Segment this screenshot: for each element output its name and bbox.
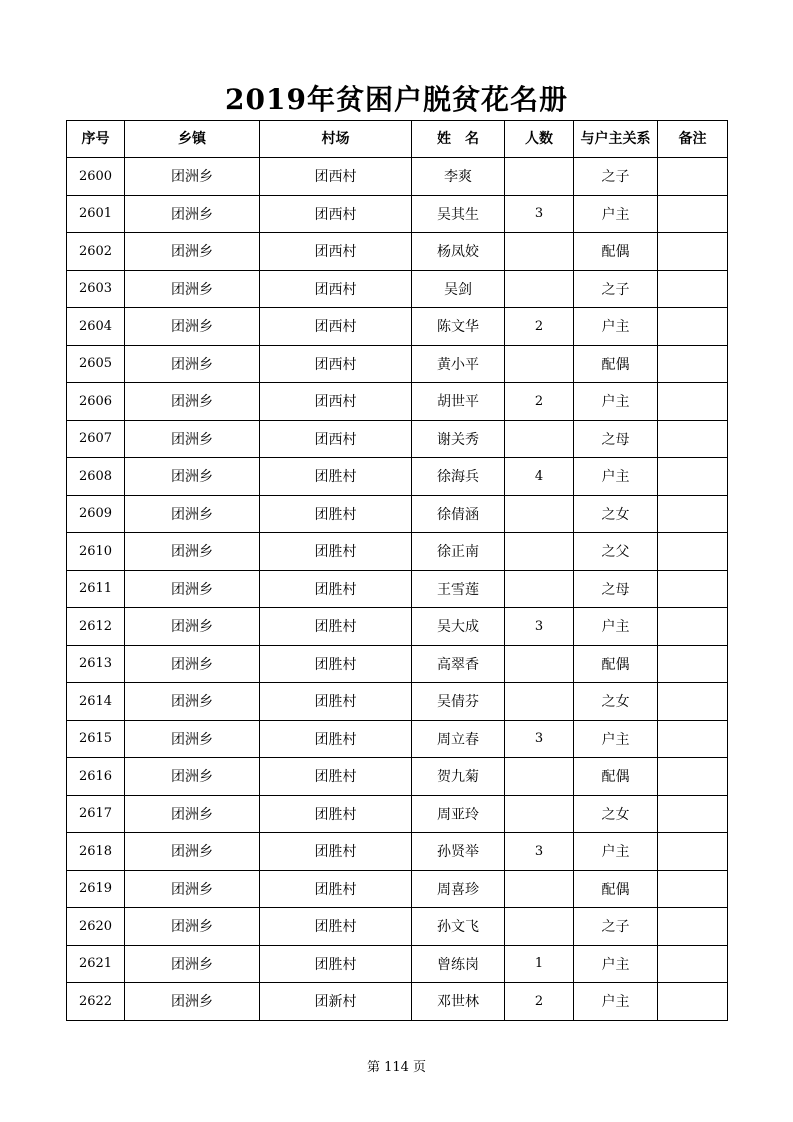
- cell-village: 团胜村: [260, 758, 412, 796]
- cell-seq: 2606: [67, 383, 125, 421]
- cell-seq: 2602: [67, 233, 125, 271]
- cell-remark: [658, 458, 728, 496]
- cell-village: 团西村: [260, 195, 412, 233]
- cell-remark: [658, 683, 728, 721]
- header-row: [67, 121, 728, 158]
- cell-seq: 2621: [67, 945, 125, 983]
- table-row: [67, 683, 728, 721]
- cell-name: 吴剑: [412, 270, 505, 308]
- cell-remark: [658, 195, 728, 233]
- cell-count: [505, 495, 574, 533]
- cell-township: 团洲乡: [125, 945, 260, 983]
- cell-township: 团洲乡: [125, 570, 260, 608]
- cell-name: 王雪莲: [412, 570, 505, 608]
- cell-name: 谢关秀: [412, 420, 505, 458]
- cell-remark: [658, 608, 728, 646]
- cell-relation: 户主: [574, 945, 658, 983]
- table-row: [67, 870, 728, 908]
- document-title: 2019年贫困户脱贫花名册: [225, 83, 568, 116]
- header-village: 村场: [260, 121, 412, 158]
- table-row: [67, 645, 728, 683]
- cell-relation: 之母: [574, 420, 658, 458]
- cell-name: 李爽: [412, 158, 505, 196]
- cell-count: [505, 233, 574, 271]
- cell-seq: 2603: [67, 270, 125, 308]
- cell-relation: 配偶: [574, 758, 658, 796]
- table-row: [67, 495, 728, 533]
- cell-count: [505, 158, 574, 196]
- table-row: [67, 233, 728, 271]
- cell-seq: 2617: [67, 795, 125, 833]
- cell-count: [505, 870, 574, 908]
- cell-relation: 之女: [574, 683, 658, 721]
- roster-table: [66, 120, 728, 1021]
- cell-village: 团西村: [260, 383, 412, 421]
- cell-seq: 2604: [67, 308, 125, 346]
- cell-village: 团胜村: [260, 833, 412, 871]
- cell-relation: 之子: [574, 270, 658, 308]
- cell-village: 团胜村: [260, 945, 412, 983]
- cell-seq: 2620: [67, 908, 125, 946]
- cell-seq: 2622: [67, 983, 125, 1021]
- cell-name: 孙贤举: [412, 833, 505, 871]
- cell-count: [505, 795, 574, 833]
- table-row: [67, 608, 728, 646]
- cell-village: 团西村: [260, 308, 412, 346]
- cell-township: 团洲乡: [125, 795, 260, 833]
- cell-count: [505, 908, 574, 946]
- cell-remark: [658, 908, 728, 946]
- cell-name: 吴倩芬: [412, 683, 505, 721]
- cell-relation: 户主: [574, 720, 658, 758]
- table-row: [67, 945, 728, 983]
- cell-seq: 2609: [67, 495, 125, 533]
- cell-relation: 之女: [574, 795, 658, 833]
- cell-relation: 之子: [574, 908, 658, 946]
- cell-relation: 户主: [574, 833, 658, 871]
- cell-relation: 户主: [574, 195, 658, 233]
- cell-relation: 户主: [574, 608, 658, 646]
- cell-relation: 配偶: [574, 645, 658, 683]
- cell-count: [505, 570, 574, 608]
- cell-seq: 2615: [67, 720, 125, 758]
- cell-township: 团洲乡: [125, 270, 260, 308]
- page-number: 第 114 页: [366, 1060, 427, 1075]
- cell-remark: [658, 570, 728, 608]
- cell-township: 团洲乡: [125, 195, 260, 233]
- cell-township: 团洲乡: [125, 233, 260, 271]
- cell-township: 团洲乡: [125, 758, 260, 796]
- cell-township: 团洲乡: [125, 608, 260, 646]
- cell-remark: [658, 533, 728, 571]
- cell-remark: [658, 308, 728, 346]
- table-row: [67, 908, 728, 946]
- cell-count: [505, 645, 574, 683]
- cell-seq: 2619: [67, 870, 125, 908]
- header-relation: 与户主关系: [574, 121, 658, 158]
- header-name: 姓 名: [412, 121, 505, 158]
- table-row: [67, 758, 728, 796]
- cell-remark: [658, 495, 728, 533]
- cell-name: 吴其生: [412, 195, 505, 233]
- cell-relation: 配偶: [574, 345, 658, 383]
- cell-count: [505, 345, 574, 383]
- header-seq: 序号: [67, 121, 125, 158]
- cell-remark: [658, 270, 728, 308]
- cell-count: [505, 758, 574, 796]
- cell-name: 贺九菊: [412, 758, 505, 796]
- cell-remark: [658, 645, 728, 683]
- cell-village: 团胜村: [260, 870, 412, 908]
- cell-name: 杨凤姣: [412, 233, 505, 271]
- cell-village: 团胜村: [260, 570, 412, 608]
- table-row: [67, 458, 728, 496]
- cell-relation: 户主: [574, 383, 658, 421]
- cell-count: 1: [505, 945, 574, 983]
- cell-relation: 之女: [574, 495, 658, 533]
- cell-seq: 2600: [67, 158, 125, 196]
- table-row: [67, 195, 728, 233]
- cell-seq: 2611: [67, 570, 125, 608]
- cell-count: 3: [505, 195, 574, 233]
- cell-township: 团洲乡: [125, 533, 260, 571]
- cell-village: 团西村: [260, 345, 412, 383]
- cell-count: [505, 533, 574, 571]
- cell-township: 团洲乡: [125, 383, 260, 421]
- cell-remark: [658, 420, 728, 458]
- cell-remark: [658, 720, 728, 758]
- cell-village: 团西村: [260, 270, 412, 308]
- cell-seq: 2613: [67, 645, 125, 683]
- cell-relation: 之子: [574, 158, 658, 196]
- cell-village: 团胜村: [260, 795, 412, 833]
- table-row: [67, 383, 728, 421]
- cell-remark: [658, 945, 728, 983]
- cell-name: 曾练岗: [412, 945, 505, 983]
- cell-name: 周亚玲: [412, 795, 505, 833]
- table-row: [67, 833, 728, 871]
- cell-count: [505, 270, 574, 308]
- table-row: [67, 308, 728, 346]
- cell-name: 徐倩涵: [412, 495, 505, 533]
- cell-village: 团胜村: [260, 645, 412, 683]
- cell-count: 3: [505, 720, 574, 758]
- cell-name: 徐海兵: [412, 458, 505, 496]
- cell-village: 团胜村: [260, 908, 412, 946]
- table-row: [67, 270, 728, 308]
- cell-remark: [658, 833, 728, 871]
- table-row: [67, 533, 728, 571]
- cell-village: 团胜村: [260, 683, 412, 721]
- cell-village: 团西村: [260, 233, 412, 271]
- cell-township: 团洲乡: [125, 495, 260, 533]
- cell-count: 3: [505, 833, 574, 871]
- cell-count: 3: [505, 608, 574, 646]
- cell-seq: 2607: [67, 420, 125, 458]
- cell-seq: 2605: [67, 345, 125, 383]
- cell-township: 团洲乡: [125, 458, 260, 496]
- cell-seq: 2608: [67, 458, 125, 496]
- cell-relation: 之母: [574, 570, 658, 608]
- table-row: [67, 345, 728, 383]
- cell-name: 孙文飞: [412, 908, 505, 946]
- cell-township: 团洲乡: [125, 645, 260, 683]
- cell-township: 团洲乡: [125, 870, 260, 908]
- table-row: [67, 720, 728, 758]
- header-count: 人数: [505, 121, 574, 158]
- cell-remark: [658, 345, 728, 383]
- cell-name: 黄小平: [412, 345, 505, 383]
- cell-seq: 2612: [67, 608, 125, 646]
- cell-relation: 配偶: [574, 870, 658, 908]
- cell-township: 团洲乡: [125, 720, 260, 758]
- cell-seq: 2614: [67, 683, 125, 721]
- table-row: [67, 420, 728, 458]
- cell-township: 团洲乡: [125, 983, 260, 1021]
- cell-count: [505, 420, 574, 458]
- cell-name: 胡世平: [412, 383, 505, 421]
- table-row: [67, 983, 728, 1021]
- cell-seq: 2601: [67, 195, 125, 233]
- cell-township: 团洲乡: [125, 833, 260, 871]
- cell-seq: 2616: [67, 758, 125, 796]
- cell-remark: [658, 383, 728, 421]
- cell-count: 2: [505, 383, 574, 421]
- cell-name: 高翠香: [412, 645, 505, 683]
- cell-remark: [658, 758, 728, 796]
- cell-township: 团洲乡: [125, 308, 260, 346]
- cell-count: [505, 683, 574, 721]
- cell-name: 吴大成: [412, 608, 505, 646]
- cell-remark: [658, 233, 728, 271]
- cell-township: 团洲乡: [125, 345, 260, 383]
- cell-remark: [658, 870, 728, 908]
- cell-name: 周喜珍: [412, 870, 505, 908]
- cell-village: 团胜村: [260, 495, 412, 533]
- cell-relation: 配偶: [574, 233, 658, 271]
- cell-village: 团胜村: [260, 458, 412, 496]
- cell-village: 团胜村: [260, 608, 412, 646]
- table-row: [67, 795, 728, 833]
- table-row: [67, 158, 728, 196]
- cell-township: 团洲乡: [125, 158, 260, 196]
- cell-township: 团洲乡: [125, 420, 260, 458]
- cell-seq: 2610: [67, 533, 125, 571]
- table-row: [67, 570, 728, 608]
- cell-relation: 户主: [574, 308, 658, 346]
- cell-name: 陈文华: [412, 308, 505, 346]
- cell-remark: [658, 158, 728, 196]
- cell-name: 徐正南: [412, 533, 505, 571]
- cell-count: 4: [505, 458, 574, 496]
- cell-township: 团洲乡: [125, 683, 260, 721]
- cell-village: 团新村: [260, 983, 412, 1021]
- cell-count: 2: [505, 983, 574, 1021]
- cell-village: 团西村: [260, 420, 412, 458]
- cell-township: 团洲乡: [125, 908, 260, 946]
- cell-name: 邓世林: [412, 983, 505, 1021]
- cell-remark: [658, 983, 728, 1021]
- cell-name: 周立春: [412, 720, 505, 758]
- cell-relation: 户主: [574, 983, 658, 1021]
- cell-remark: [658, 795, 728, 833]
- header-remark: 备注: [658, 121, 728, 158]
- cell-relation: 户主: [574, 458, 658, 496]
- cell-village: 团胜村: [260, 720, 412, 758]
- cell-village: 团西村: [260, 158, 412, 196]
- cell-village: 团胜村: [260, 533, 412, 571]
- cell-relation: 之父: [574, 533, 658, 571]
- cell-seq: 2618: [67, 833, 125, 871]
- cell-count: 2: [505, 308, 574, 346]
- roster-body: [67, 158, 728, 1021]
- header-township: 乡镇: [125, 121, 260, 158]
